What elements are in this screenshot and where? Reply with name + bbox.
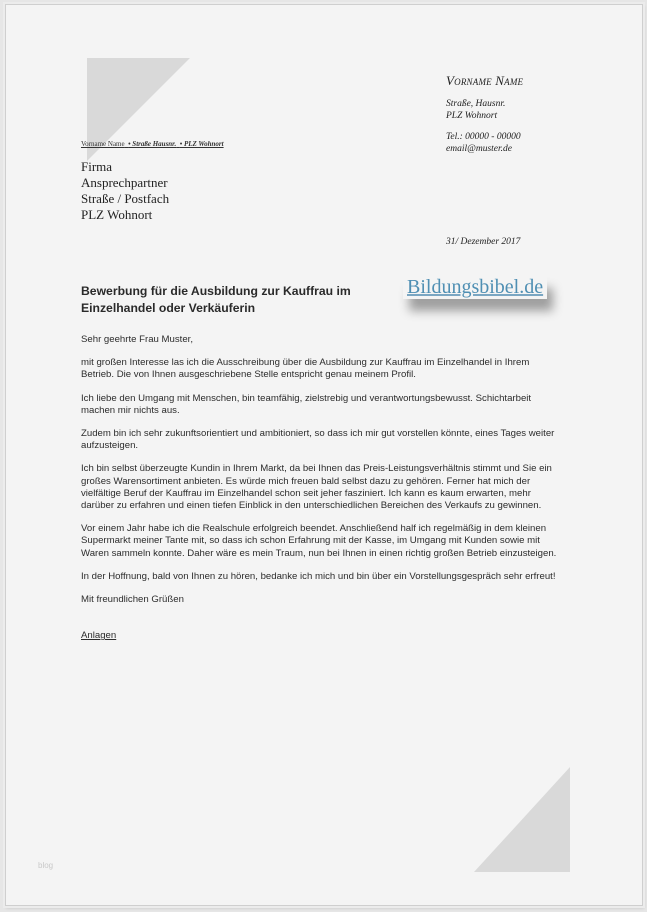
- closing: Mit freundlichen Grüßen: [81, 594, 184, 606]
- attachments-label: Anlagen: [81, 630, 117, 642]
- sender-block: [446, 73, 523, 155]
- sender-street: Straße, Hausnr.: [446, 99, 506, 109]
- recipient-contact: Ansprechpartner: [81, 175, 168, 190]
- sender-city: PLZ Wohnort: [446, 111, 498, 121]
- corner-triangle-bottom-right: [474, 767, 570, 872]
- recipient-block: [81, 159, 169, 223]
- letter-subject: Bewerbung für die Ausbildung zur Kauffrau im Einzelhandel oder Verkäuferin: [81, 284, 351, 315]
- recipient-street: Straße / Postfach: [81, 191, 170, 206]
- letter-body: [81, 334, 561, 653]
- paragraph: mit großen Interesse las ich die Ausschreibung über die Ausbildung zur Kauffrau im Einzelhandel in Ihrem Betrieb. Die von Ihnen ausgeschriebene Stelle entspricht genau meinem Profil.: [81, 357, 530, 381]
- recipient-city: PLZ Wohnort: [81, 207, 153, 222]
- paragraph: In der Hoffnung, bald von Ihnen zu hören, bedanke ich mich und bin über ein Vorstellungsgespräch sehr erfreut!: [81, 570, 556, 582]
- letter-date: 31/ Dezember 2017: [446, 237, 521, 247]
- paragraph: Vor einem Jahr habe ich die Realschule erfolgreich beendet. Anschließend half ich regelmäßig in dem kleinen Supermarkt meiner Tante mit, so dass ich schon Erfahrung mit der Kasse, im Umgang mit Kunden sowie mit Waren sammeln konnte. Daher wäre es mein Traum, nun bei Ihnen in einen richtig großen Betrieb einzusteigen.: [81, 523, 557, 559]
- return-address-line: [81, 140, 224, 148]
- return-street: • Straße Hausnr.: [128, 140, 177, 148]
- paragraph: Zudem bin ich sehr zukunftsorientiert und ambitioniert, so dass ich mir gut vorstellen könnte, eines Tages weiter aufzusteigen.: [81, 428, 555, 452]
- sender-name: Vorname Name: [446, 73, 524, 88]
- return-city: • PLZ Wohnort: [179, 140, 224, 148]
- brand-logo: Bildungsbibel.de: [403, 276, 547, 299]
- sender-phone: Tel.: 00000 - 00000: [446, 132, 521, 142]
- watermark: blog: [38, 861, 54, 870]
- paragraph: Ich liebe den Umgang mit Menschen, bin teamfähig, zielstrebig und verantwortungsbewusst. Schichtarbeit machen mir nichts aus.: [81, 392, 532, 416]
- return-name: Vorname Name: [81, 140, 125, 148]
- recipient-company: Firma: [81, 159, 113, 174]
- paragraph: Ich bin selbst überzeugte Kundin in Ihrem Markt, da bei Ihnen das Preis-Leistungsverhältnis stimmt und Sie ein großes Warensortiment anbieten. Es würde mich freuen bald selbst dazu zu gehören. Ferner hat mich der vielfältige Beruf der Kauffrau im Einzelhandel schon seit jeher fasziniert. Ich kann es kaum erwarten, mehr darüber zu erfahren und einen tiefen Einblick in den unterschiedlichen Bereichen des Verkaufs zu gewinnen.: [81, 463, 552, 512]
- salutation: Sehr geehrte Frau Muster,: [81, 334, 193, 345]
- sender-email: email@muster.de: [446, 144, 512, 154]
